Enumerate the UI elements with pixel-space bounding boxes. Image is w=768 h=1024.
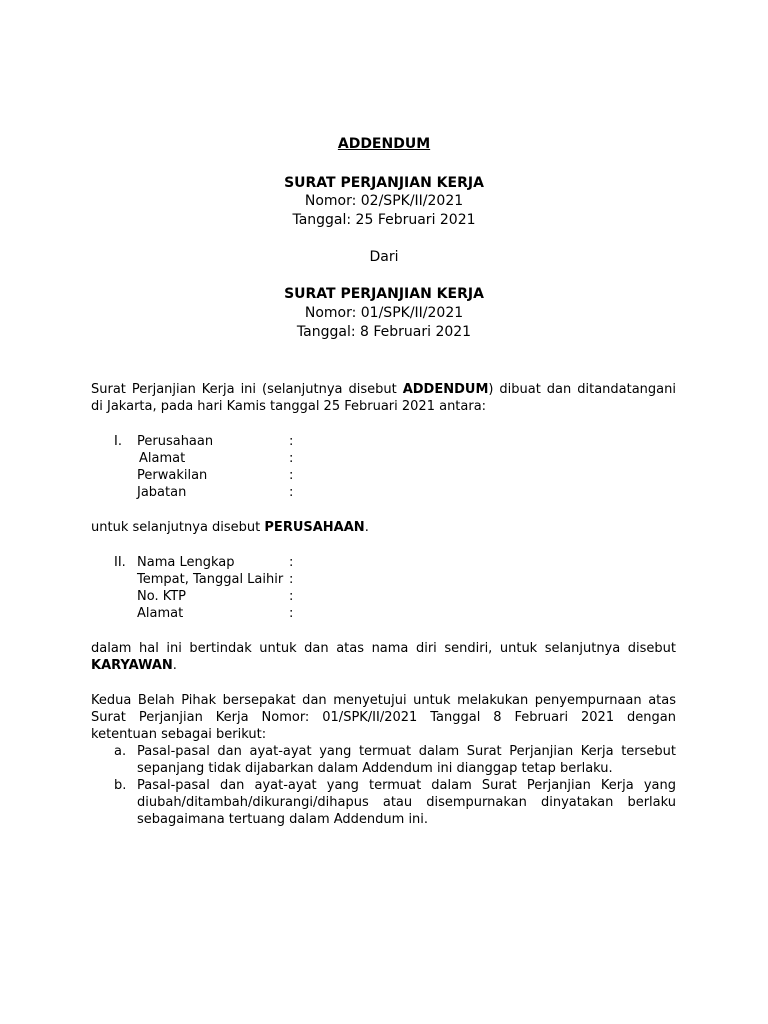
clause-marker: a. (114, 744, 127, 759)
party2-field: Alamat (137, 606, 184, 621)
party2-field: Nama Lengkap (137, 555, 235, 570)
agreement-date: Tanggal: 25 Februari 2021 (292, 212, 476, 228)
original-agreement-date: Tanggal: 8 Februari 2021 (296, 324, 472, 340)
clause-b-line-2: diubah/ditambah/dikurangi/dihapus atau disempurnakan dinyatakan berlaku (137, 795, 676, 810)
party1-colon: : (289, 434, 294, 449)
company-term: PERUSAHAAN (264, 520, 365, 535)
party2-designation-line-1: dalam hal ini bertindak untuk dan atas nama diri sendiri, untuk selanjutnya disebut (91, 641, 676, 656)
clause-b-line-3: sebagaimana tertuang dalam Addendum ini. (137, 812, 429, 827)
party1-field: Alamat (139, 451, 186, 466)
party2-field: Tempat, Tanggal Laihir (137, 572, 284, 587)
party1-field: Jabatan (137, 485, 187, 500)
agreement-line-3: ketentuan sebagai berikut: (91, 727, 267, 742)
party2-designation-line-2: KARYAWAN. (91, 658, 177, 673)
from-label: Dari (369, 249, 399, 265)
party2-field: No. KTP (137, 589, 187, 604)
party1-colon: : (289, 468, 294, 483)
clause-b-line-1: Pasal-pasal dan ayat-ayat yang termuat dalam Surat Perjanjian Kerja yang (137, 778, 676, 793)
party2-colon: : (289, 606, 294, 621)
party1-colon: : (289, 485, 294, 500)
original-agreement-heading: SURAT PERJANJIAN KERJA (284, 286, 484, 302)
party2-colon: : (289, 572, 294, 587)
addendum-term: ADDENDUM (402, 382, 489, 397)
agreement-heading: SURAT PERJANJIAN KERJA (284, 175, 484, 191)
document-title: ADDENDUM (337, 136, 431, 152)
party2-colon: : (289, 589, 294, 604)
party2-colon: : (289, 555, 294, 570)
agreement-line-1: Kedua Belah Pihak bersepakat dan menyetujui untuk melakukan penyempurnaan atas (91, 693, 676, 708)
intro-line-1: Surat Perjanjian Kerja ini (selanjutnya disebut ADDENDUM) dibuat dan ditandatangani (91, 382, 676, 397)
clause-a-line-2: sepanjang tidak dijabarkan dalam Addendum ini dianggap tetap berlaku. (137, 761, 613, 776)
intro-line-2: di Jakarta, pada hari Kamis tanggal 25 Februari 2021 antara: (91, 399, 487, 414)
employee-term: KARYAWAN (91, 658, 173, 673)
party1-field: Perwakilan (137, 468, 208, 483)
party2-numeral: II. (114, 555, 126, 570)
party1-colon: : (289, 451, 294, 466)
party1-numeral: I. (114, 434, 122, 449)
agreement-number: Nomor: 02/SPK/II/2021 (304, 193, 464, 209)
party1-designation: untuk selanjutnya disebut PERUSAHAAN. (91, 520, 369, 535)
clause-marker: b. (114, 778, 127, 793)
party1-field: Perusahaan (137, 434, 214, 449)
clause-a-line-1: Pasal-pasal dan ayat-ayat yang termuat dalam Surat Perjanjian Kerja tersebut (137, 744, 676, 759)
original-agreement-number: Nomor: 01/SPK/II/2021 (304, 305, 464, 321)
agreement-line-2: Surat Perjanjian Kerja Nomor: 01/SPK/II/2021 Tanggal 8 Februari 2021 dengan (91, 710, 676, 725)
